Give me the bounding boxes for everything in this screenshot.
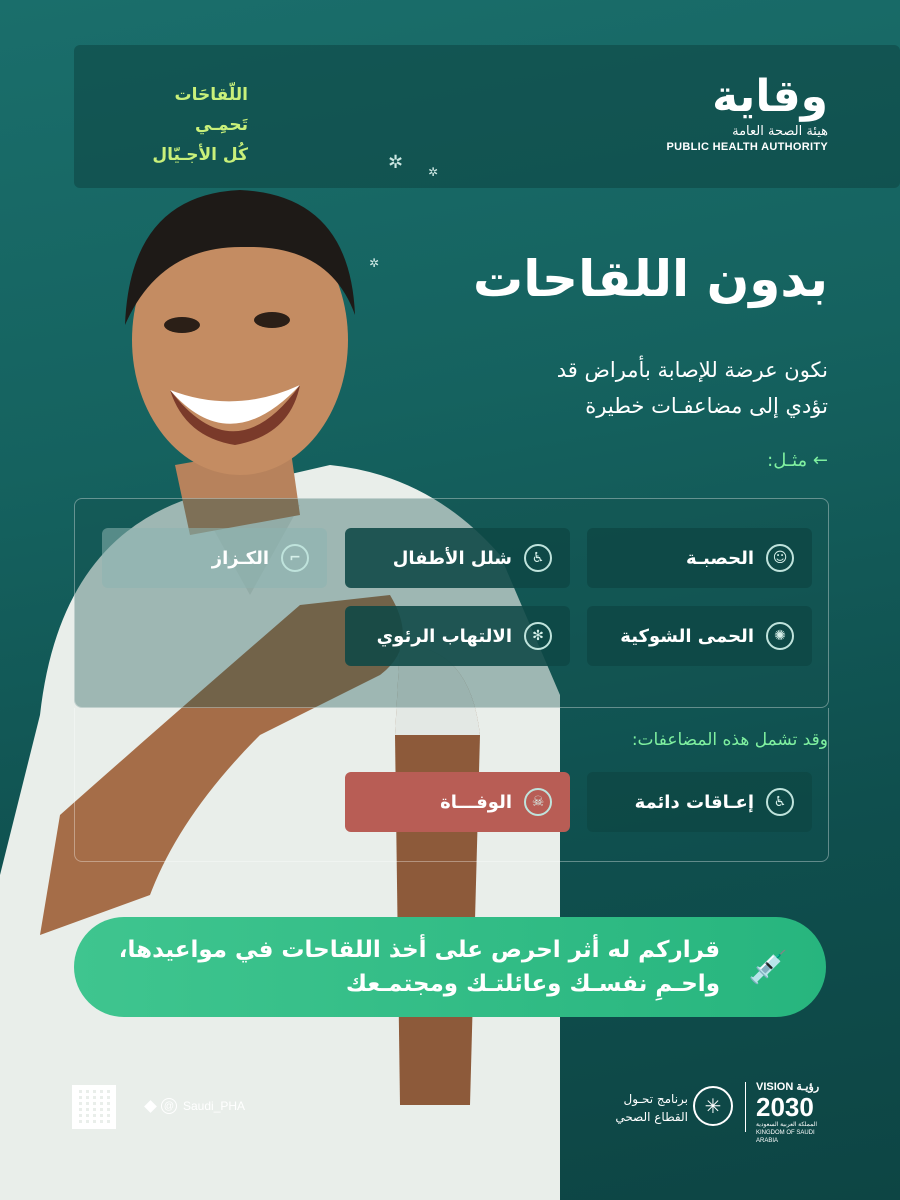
slogan-line-2: تَحمِـي xyxy=(194,115,248,135)
cta-line-2: واحـمِ نفسـك وعائلتـك ومجتمـعك xyxy=(345,971,720,997)
intro-line-2: تؤدي إلى مضاعفـات خطيرة xyxy=(585,394,828,418)
intro-text xyxy=(388,352,828,424)
slogan-line-1: اللّقاحَات xyxy=(174,85,248,105)
chip-death xyxy=(345,772,570,832)
chip-label: الالتهاب الرئوي xyxy=(376,625,512,647)
chip-label: الحمى الشوكية xyxy=(620,625,754,647)
chip-pneumonia xyxy=(345,606,570,666)
wheelchair-icon: ♿ xyxy=(766,788,794,816)
vision-title: VISION رؤيـة xyxy=(756,1081,820,1093)
vaccine-slogan xyxy=(118,80,248,170)
logo-wordmark: وقاية xyxy=(712,71,828,122)
slogan-line-3: كُل الأجـيّال xyxy=(152,145,248,165)
intro-line-1: نكون عرضة للإصابة بأمراض قد xyxy=(556,358,828,382)
virus-icon: ✲ xyxy=(388,152,404,173)
chip-polio xyxy=(345,528,570,588)
health-transformation-program xyxy=(588,1090,688,1126)
chip-meningitis xyxy=(587,606,812,666)
cta-text xyxy=(119,933,720,1001)
virus-icon: ✲ xyxy=(428,165,439,179)
saudi-emblem-icon: ✳ xyxy=(693,1086,733,1126)
lungs-virus-icon: ✻ xyxy=(524,622,552,650)
chip-label: الحصبـة xyxy=(685,547,754,569)
complications-label: وقد تشمل هذه المضاعفات: xyxy=(631,730,828,750)
examples-label: ← مثـل: xyxy=(767,450,828,471)
page-title: بدون اللقاحات xyxy=(473,250,828,308)
vision-sub-ar: المملكة العربية السعودية xyxy=(756,1122,818,1128)
chip-label: إعـاقات دائمة xyxy=(634,791,754,813)
crutch-person-icon: ♿ xyxy=(524,544,552,572)
program-line-1: برنامج تحـول xyxy=(623,1092,688,1106)
chip-tetanus xyxy=(102,528,327,588)
qr-code[interactable] xyxy=(72,1085,116,1129)
call-to-action-banner xyxy=(74,917,826,1017)
foot-icon: ⌐ xyxy=(281,544,309,572)
handle-text: Saudi_PHA xyxy=(183,1099,246,1113)
chip-permanent-disability xyxy=(587,772,812,832)
waqaya-logo xyxy=(666,72,828,153)
brain-head-icon: ✺ xyxy=(766,622,794,650)
chip-label: شلل الأطفال xyxy=(392,547,512,569)
syringe-vial-icon: 💉 xyxy=(748,948,788,986)
chip-label: الكـزاز xyxy=(211,547,269,569)
face-rash-icon: ☺ xyxy=(766,544,794,572)
chip-measles xyxy=(587,528,812,588)
chip-label: الوفـــاة xyxy=(440,791,512,813)
diamond-icon xyxy=(144,1100,157,1113)
logo-arabic-name: هيئة الصحة العامة xyxy=(732,124,828,139)
logo-english-name: PUBLIC HEALTH AUTHORITY xyxy=(666,141,828,153)
program-line-2: القطاع الصحي xyxy=(615,1110,688,1124)
vision-sub-en: KINGDOM OF SAUDI ARABIA xyxy=(756,1130,815,1144)
vision-2030-logo xyxy=(756,1080,836,1145)
cta-line-1: قراركم له أثر احرص على أخذ اللقاحات في مواعيدها، xyxy=(118,937,720,963)
at-icon: @ xyxy=(161,1098,177,1114)
skull-icon: ☠ xyxy=(524,788,552,816)
virus-icon: ✲ xyxy=(369,256,380,270)
vision-year: 2030 xyxy=(756,1092,814,1122)
social-handle[interactable] xyxy=(146,1098,245,1114)
footer-divider xyxy=(745,1082,746,1132)
